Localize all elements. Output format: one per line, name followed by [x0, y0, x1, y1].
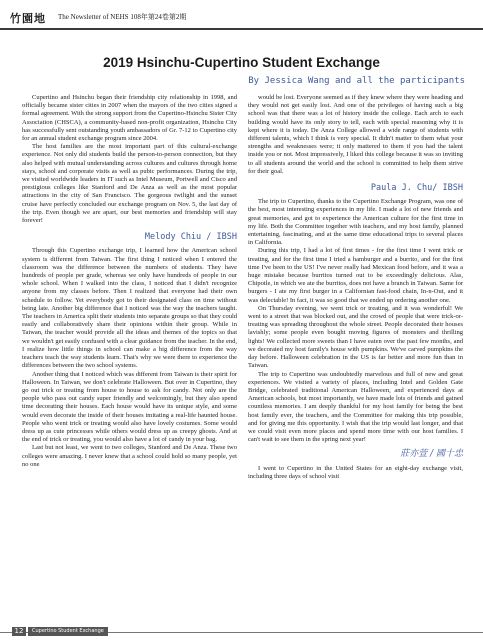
page-footer [0, 624, 483, 640]
paragraph: During this trip, I had a lot of first times - for the first time I went trick or treating, and for the first time I tried a hamburger and a burrito, and for the first time I've been to the US! I've never really had Mexican food before, and it was a huge mistake because burritos turned out to be exceedingly delicious. Alas, Chipotle, in which we ate the burritos, does not have a branch in Taiwan. Same for burgers - I ate my first burger in a Californian fast-food chain, In-n-Out, and it was delectable! In fact, it was so good that we ended up ordering another one. [248, 247, 463, 304]
masthead-title: 竹園地 [10, 12, 46, 25]
author-signature: 莊亦萱 / 國十忠 [400, 449, 463, 460]
paragraph: The trip to Cupertino was undoubtedly marvelous and full of new and great experiences. We visited a variety of places, including Intel and Golden Gate Bridge, celebrated traditional American Halloween, and experienced days at American schools, but most importantly, we have made lots of friends and gained countless memories. I am deeply thankful for my host family for being the best host family ever, the teachers, and the Committee for making this trip possible, and for giving me this opportunity. I wish that the trip would last longer, and that we could visit even more places and spend more time with our host families. I can't wait to see them in the spring next year! [248, 370, 463, 444]
paragraph: Cupertino and Hsinchu began their friendship city relationship in 1998, and officially became sister cities in 2007 when the mayors of the two cities signed a formal agreement. With the strong support from the Cupertino-Hsinchu Sister City Association (CHSCA), a community-based non-profit organization, Hsinchu City has successfully sent outstanding youth ambassadors of Gr. 7-12 to Cupertino city for an annual student exchange program since 2004. [22, 94, 237, 143]
paragraph: Through this Cupertino exchange trip, I learned how the American school system is different from Taiwan. The first thing I noticed when I entered the classroom was the difference between the numbers of students. They have hundreds of people per grade, whereas we only have hundreds of people in our whole school. When I walked into the class, I noticed that I didn't recognize anyone from my classes before. Then I realized that everyone had their own schedule to follow. Yet everybody got to their designated class on time without being late. Another big difference that I noticed was the way the teachers taught. The teachers in America split their students into separate groups so that they could easily and collaboratively share their opinions within their group. While in Taiwan, the teacher would provide all the ideas and themes of the topics so that we wouldn't get easily confused with a clear guidance from the teacher. In the end, I realize how little things in school can make a big difference from the way teachers teach the way students learn. That's why we were there to experience the differences between the two school systems. [22, 247, 237, 370]
right-column [248, 94, 463, 481]
paragraph: The trip to Cupertino, thanks to the Cupertino Exchange Program, was one of the best, most interesting experiences in my life. I made a lot of new friends and great memories, and got to experience the American culture for the first time in my life. Both the Committee together with teachers, and my host family, planned entertaining, fascinating, and at the same time educational trips to several places in California. [248, 198, 463, 247]
paragraph: On Thursday evening, we went trick or treating, and it was wonderful! We went to a street that was blocked out, and the crowd of people that were trick-or-treating was spreading throughout the whole street. People decorated their houses lavishly; some people even bought moving figures of monsters and thrilling lights! We collected more sweets than I have eaten over the past few months, and we decorated my host family's house with pumpkins. We've carved pumpkins the day before. Halloween celebration in the US is far better and more fun than in Taiwan. [248, 304, 463, 370]
author-name: Melody Chiu / IBSH [144, 232, 237, 243]
paragraph: Another thing that I noticed which was different from Taiwan is their spirit for Halloween. In Taiwan, we don't celebrate Halloween. But over in Cupertino, they go out trick or treating from house to house to ask for candy. Not only are the people who pass out candy super friendly and welcomingly, but they also spend time decorating their houses. Each house would have its unique style, and some would even decorate the inside of their houses imitating a real-life haunted house. People who went trick or treating would also have lovely costumes. Some would dress up as cute princesses while others would dress up as creepy ghosts. And at the end of trick or treating, you would also have a lot of candy in your bag. [22, 370, 237, 444]
article-byline: By Jessica Wang and all the participants [248, 76, 465, 86]
author-name: Paula J. Chu/ IBSH [370, 183, 463, 194]
page-number: 12 [12, 627, 26, 636]
masthead-bar [0, 0, 483, 34]
paragraph: Last but not least, we went to two colleges, Stanford and De Anza. These two colleges were amazing. I never knew that a school could hold so many people, yet no one [22, 444, 237, 468]
section-tag: Cupertino Student Exchange [28, 627, 108, 636]
paragraph: The host families are the most important part of this cultural-exchange experience. Not only did students build the person-to-person connection, but they also helped with mutual understanding across cultures and cultures through home stays, school and corporate visits as well as pubic performances. During the trip, we visited worldwide leaders in IT such as Intel Museum, Portwell and Cisco and prestigious colleges like Stanford and De Anza as well as the most popular attractions in the city of San Francisco. The gorgeous twilight and the sunset cruise have perfectly concluded our exchange program on Nov. 5, the last day of the trip. Even though we are apart, our best memories and friendship will stay forever! [22, 143, 237, 225]
masthead-subtitle: The Newsletter of NEHS 108年第24卷第2期 [58, 13, 187, 21]
left-column [22, 94, 237, 469]
paragraph: I went to Cupertino in the United States for an eight-day exchange visit, including three days of school visit [248, 464, 463, 480]
article-title: 2019 Hsinchu-Cupertino Student Exchange [103, 55, 380, 70]
paragraph: would be lost. Everyone seemed as if they knew where they were heading and they would not get easily lost. And one of the privileges of having such a big school was that there was a lot of history inside the college. Each arch to each building would have its only story to tell, each with special reasoning why it is kept where it is today. De Anza College allowed a wide range of students with different talents, which I think is very special. It didn't matter to them what your strengths and weaknesses were; it only mattered to them if you had the talent inside you or not. Most impressively, I liked this college because it was so inviting to all students around the world and the school is committed to help them strive for their goal. [248, 94, 463, 175]
